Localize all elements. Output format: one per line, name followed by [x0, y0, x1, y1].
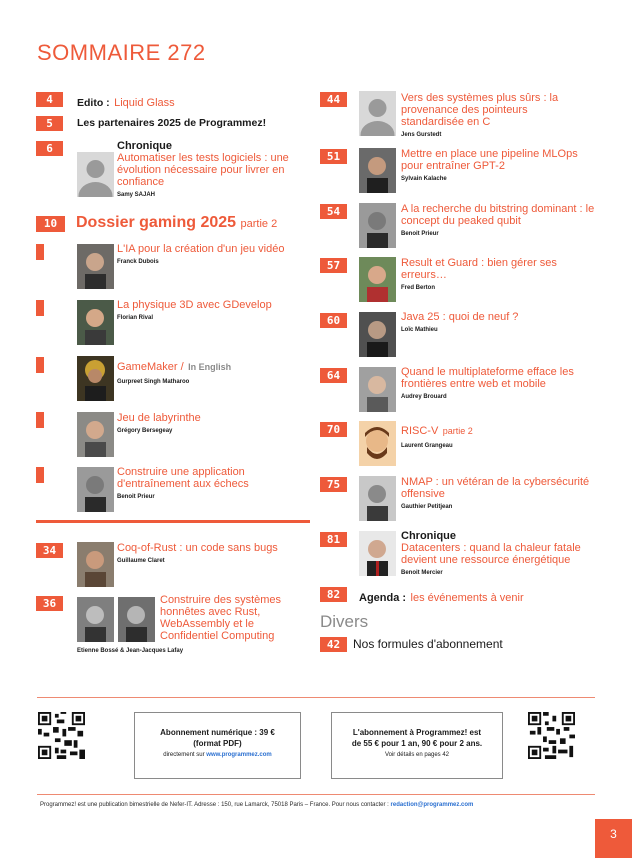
author-photo — [359, 148, 396, 193]
page-number-badge: 70 — [320, 422, 347, 437]
entry-title: A la recherche du bitstring dominant : le concept du peaked qubit — [401, 203, 595, 227]
entry-author: Samy SAJAH — [117, 192, 156, 198]
entry-author: Benoit Mercier — [401, 570, 443, 576]
entry-author: Audrey Brouard — [401, 394, 447, 400]
subscription-bottom-rule — [37, 794, 595, 795]
entry-author: Laurent Grangeau — [401, 443, 453, 449]
entry-author: Guillaume Claret — [117, 558, 165, 564]
entry-title: Result et Guard : bien gérer ses erreurs… — [401, 257, 557, 281]
entry-author: Sylvain Kalache — [401, 176, 447, 182]
toc-entry-nmap[interactable] — [401, 476, 591, 511]
page-number-badge: 81 — [320, 532, 347, 547]
entry-title: Construire des systèmes honnêtes avec Rust, WebAssembly et le Confidentiel Computing — [160, 594, 282, 642]
toc-entry-coq-of-rust[interactable] — [117, 542, 307, 565]
footer-text: Programmez! est une publication bimestrielle de Nefer-IT. Adresse : 150, rue Lamarck, 75018 Paris – France. Pour nous contacter : — [40, 802, 389, 808]
page-number-badge: 54 — [320, 204, 347, 219]
entry-author: Loïc Mathieu — [401, 327, 438, 333]
author-photo — [359, 476, 396, 521]
toc-entry-pointeurs[interactable] — [401, 92, 591, 139]
print-line2: de 55 € pour 1 an, 90 € pour 2 ans. — [351, 739, 483, 748]
page-number-badge: 42 — [320, 637, 347, 652]
publication-footer — [40, 802, 473, 808]
author-photo — [77, 356, 114, 401]
page-number-badge: 60 — [320, 313, 347, 328]
entry-label: Chronique — [117, 140, 172, 152]
subscription-top-rule — [37, 697, 595, 698]
page-number: 3 — [595, 819, 632, 858]
entry-author: Etienne Bossé & Jean-Jacques Lafay — [77, 648, 184, 654]
author-photo — [77, 412, 114, 457]
toc-entry-datacenters[interactable] — [401, 530, 601, 577]
contact-email-link[interactable]: redaction@programmez.com — [390, 802, 474, 808]
author-photo — [359, 367, 396, 412]
marker-bar — [36, 467, 44, 483]
entry-author: Grégory Bersegeay — [117, 428, 173, 434]
page-title: SOMMAIRE 272 — [37, 40, 206, 65]
toc-entry-agenda[interactable] — [359, 588, 524, 606]
entry-label: Chronique — [401, 530, 456, 542]
entry-label: Agenda : — [359, 592, 407, 604]
author-avatar-placeholder — [359, 91, 396, 136]
entry-title: La physique 3D avec GDevelop — [117, 299, 272, 311]
dossier-title-text: Dossier gaming 2025 — [76, 214, 237, 231]
entry-author: Jens Gurstedt — [401, 132, 442, 138]
entry-author: Benoit Prieur — [401, 231, 439, 237]
qr-code-icon[interactable] — [528, 712, 575, 759]
toc-entry-edito[interactable] — [77, 93, 175, 111]
entry-title: Mettre en place une pipeline MLOps pour entraîner GPT-2 — [401, 148, 578, 172]
marker-bar — [36, 357, 44, 373]
toc-entry-partenaires[interactable]: Les partenaires 2025 de Programmez! — [77, 117, 267, 129]
entry-part: partie 2 — [442, 426, 473, 436]
toc-entry-qubit[interactable] — [401, 203, 621, 238]
marker-bar — [36, 244, 44, 260]
author-photo — [77, 542, 114, 587]
toc-entry-multiplateforme[interactable] — [401, 366, 601, 401]
entry-author: Gurpreet Singh Matharoo — [117, 379, 190, 385]
dossier-title — [76, 214, 277, 232]
toc-entry-riscv[interactable] — [401, 421, 591, 450]
entry-title: Datacenters : quand la chaleur fatale devient une ressource énergétique — [401, 542, 581, 566]
toc-entry-gaming-ia[interactable] — [117, 243, 307, 266]
author-photo — [359, 312, 396, 357]
website-link[interactable]: www.programmez.com — [206, 752, 272, 758]
toc-entry-result-guard[interactable] — [401, 257, 591, 292]
author-photo — [359, 531, 396, 576]
digital-price: Abonnement numérique : 39 € — [160, 728, 275, 737]
digital-sub — [135, 751, 300, 760]
page-number-badge: 34 — [36, 543, 63, 558]
page-number-badge: 64 — [320, 368, 347, 383]
toc-entry-gaming-labyrinthe[interactable] — [117, 412, 307, 435]
subscription-box-print[interactable] — [331, 712, 503, 779]
qr-code-icon[interactable] — [38, 712, 85, 759]
toc-entry-java25[interactable] — [401, 311, 591, 334]
marker-bar — [36, 300, 44, 316]
toc-entry-gaming-gamemaker[interactable] — [117, 357, 307, 386]
entry-author: Fred Berton — [401, 285, 436, 291]
page-number-badge: 10 — [36, 216, 65, 232]
page-number-badge: 57 — [320, 258, 347, 273]
print-sub: Voir détails en pages 42 — [384, 752, 450, 758]
page-number-badge: 36 — [36, 596, 63, 611]
entry-author: Gauthier Petitjean — [401, 504, 453, 510]
toc-entry-abonnement[interactable]: Nos formules d'abonnement — [353, 637, 503, 651]
entry-title: Quand le multiplateforme efface les frontières entre web et mobile — [401, 366, 574, 390]
toc-entry-chronique[interactable] — [117, 140, 307, 199]
entry-title: NMAP : un vétéran de la cybersécurité offensive — [401, 476, 590, 500]
entry-author: Franck Dubois — [117, 259, 159, 265]
toc-entry-rust-wasm[interactable] — [160, 594, 300, 642]
toc-entry-gaming-echecs[interactable] — [117, 466, 307, 501]
page-number-badge: 82 — [320, 587, 347, 602]
entry-title: GameMaker / — [117, 361, 184, 373]
digital-sub-text: directement sur — [163, 752, 205, 758]
author-photo — [359, 203, 396, 248]
author-photo — [118, 597, 155, 642]
section-divider — [36, 520, 310, 523]
entry-language: In English — [188, 362, 232, 372]
entry-title: Java 25 : quoi de neuf ? — [401, 311, 519, 323]
entry-title: Liquid Glass — [114, 97, 175, 109]
author-avatar-placeholder — [77, 152, 114, 197]
subscription-box-digital[interactable] — [134, 712, 301, 779]
entry-author: Florian Rival — [117, 315, 154, 321]
author-photo — [77, 467, 114, 512]
page-number-badge: 51 — [320, 149, 347, 164]
toc-entry-mlops[interactable] — [401, 148, 601, 183]
digital-format: (format PDF) — [193, 739, 242, 748]
entry-title: RISC-V — [401, 425, 439, 437]
print-line1: L'abonnement à Programmez! est — [352, 728, 482, 737]
entry-label: Edito : — [77, 97, 110, 109]
entry-title: les événements à venir — [410, 592, 524, 604]
entry-author: Benoit Prieur — [117, 494, 155, 500]
author-photo — [77, 244, 114, 289]
entry-title: Vers des systèmes plus sûrs : la provenance des pointeurs standardisée en C — [401, 92, 559, 128]
entry-title: Jeu de labyrinthe — [117, 412, 201, 424]
author-illustration — [359, 421, 396, 466]
author-photo — [359, 257, 396, 302]
author-photo — [77, 300, 114, 345]
author-photo — [77, 597, 114, 642]
page-number-badge: 5 — [36, 116, 63, 131]
toc-entry-gaming-physique[interactable] — [117, 299, 307, 322]
dossier-part: partie 2 — [240, 218, 278, 230]
page-number-badge: 4 — [36, 92, 63, 107]
entry-title: Construire une application d'entraînement aux échecs — [117, 466, 249, 490]
page-number-badge: 44 — [320, 92, 347, 107]
marker-bar — [36, 412, 44, 428]
divers-heading: Divers — [320, 612, 369, 631]
page-number-badge: 6 — [36, 141, 63, 156]
entry-title: Coq-of-Rust : un code sans bugs — [117, 542, 278, 554]
entry-title: Automatiser les tests logiciels : une évolution nécessaire pour livrer en confiance — [117, 152, 289, 188]
page-number-badge: 75 — [320, 477, 347, 492]
entry-title: L'IA pour la création d'un jeu vidéo — [117, 243, 285, 255]
entry-title-row — [401, 421, 591, 439]
entry-title-row — [117, 357, 307, 375]
